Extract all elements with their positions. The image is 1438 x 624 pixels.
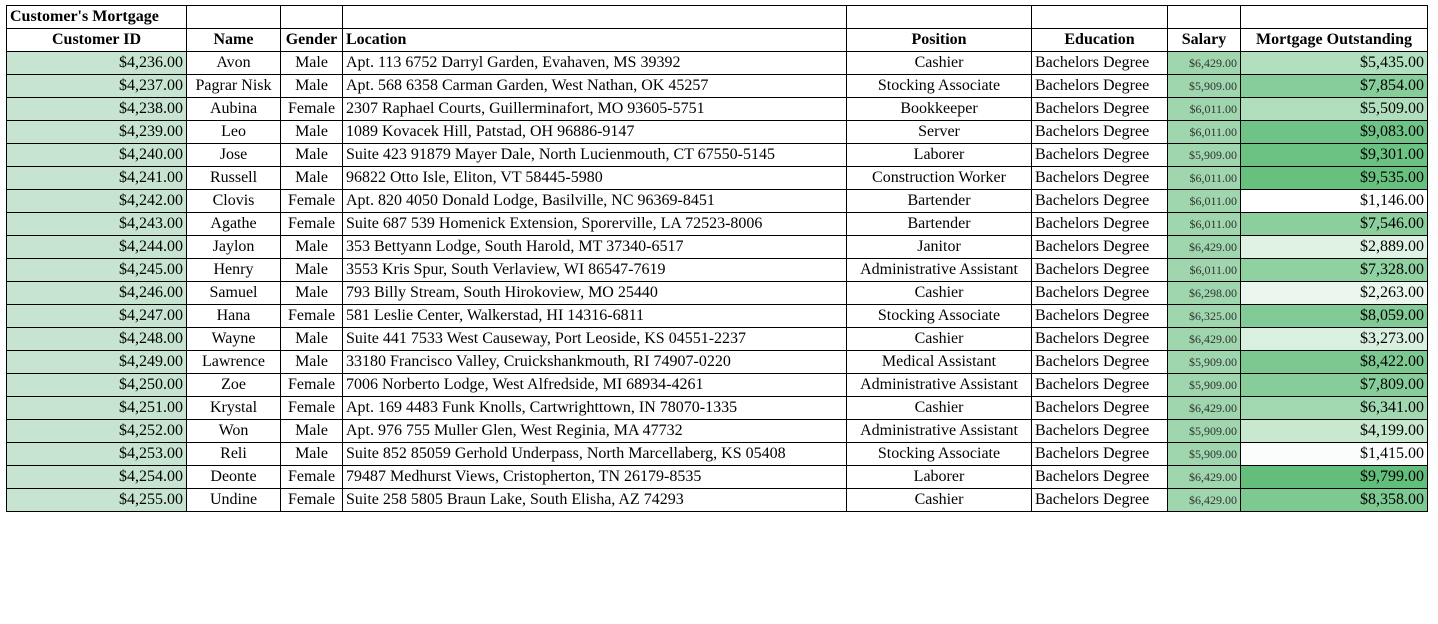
- location-cell[interactable]: Apt. 568 6358 Carman Garden, West Nathan, OK 45257: [343, 75, 847, 98]
- name-cell[interactable]: Henry: [187, 259, 281, 282]
- education-cell[interactable]: Bachelors Degree: [1032, 144, 1168, 167]
- name-cell[interactable]: Samuel: [187, 282, 281, 305]
- mortgage-cell[interactable]: $7,809.00: [1241, 374, 1428, 397]
- customer-id-cell[interactable]: $4,239.00: [7, 121, 187, 144]
- position-cell[interactable]: Bookkeeper: [847, 98, 1032, 121]
- name-cell[interactable]: Wayne: [187, 328, 281, 351]
- table-row: [7, 443, 1428, 466]
- salary-cell[interactable]: $6,325.00: [1168, 305, 1241, 328]
- name-cell[interactable]: Leo: [187, 121, 281, 144]
- position-cell[interactable]: Administrative Assistant: [847, 259, 1032, 282]
- table-row: [7, 98, 1428, 121]
- location-cell[interactable]: Apt. 169 4483 Funk Knolls, Cartwrighttown, IN 78070-1335: [343, 397, 847, 420]
- position-cell[interactable]: Stocking Associate: [847, 443, 1032, 466]
- education-cell[interactable]: Bachelors Degree: [1032, 52, 1168, 75]
- salary-cell[interactable]: $6,011.00: [1168, 98, 1241, 121]
- gender-cell[interactable]: Male: [281, 236, 343, 259]
- location-cell[interactable]: 96822 Otto Isle, Eliton, VT 58445-5980: [343, 167, 847, 190]
- mortgage-cell[interactable]: $5,509.00: [1241, 98, 1428, 121]
- customer-id-cell[interactable]: $4,245.00: [7, 259, 187, 282]
- gender-cell[interactable]: Female: [281, 397, 343, 420]
- position-cell[interactable]: Bartender: [847, 213, 1032, 236]
- customer-id-cell[interactable]: $4,237.00: [7, 75, 187, 98]
- empty-cell[interactable]: [343, 6, 847, 29]
- gender-cell[interactable]: Female: [281, 213, 343, 236]
- table-row: [7, 259, 1428, 282]
- mortgage-table: [6, 5, 1428, 512]
- customer-id-cell[interactable]: $4,254.00: [7, 466, 187, 489]
- gender-cell[interactable]: Female: [281, 466, 343, 489]
- location-cell[interactable]: 3553 Kris Spur, South Verlaview, WI 86547-7619: [343, 259, 847, 282]
- position-cell[interactable]: Stocking Associate: [847, 305, 1032, 328]
- table-row: [7, 236, 1428, 259]
- table-row: [7, 144, 1428, 167]
- customer-id-cell[interactable]: $4,253.00: [7, 443, 187, 466]
- header-location[interactable]: Location: [343, 29, 847, 52]
- education-cell[interactable]: Bachelors Degree: [1032, 167, 1168, 190]
- gender-cell[interactable]: Male: [281, 144, 343, 167]
- table-row: [7, 351, 1428, 374]
- mortgage-cell[interactable]: $2,263.00: [1241, 282, 1428, 305]
- customer-id-cell[interactable]: $4,241.00: [7, 167, 187, 190]
- header-row: [7, 29, 1428, 52]
- education-cell[interactable]: Bachelors Degree: [1032, 98, 1168, 121]
- salary-cell[interactable]: $6,429.00: [1168, 466, 1241, 489]
- empty-cell[interactable]: [1168, 6, 1241, 29]
- gender-cell[interactable]: Male: [281, 52, 343, 75]
- table-row: [7, 121, 1428, 144]
- header-position[interactable]: Position: [847, 29, 1032, 52]
- customer-id-cell[interactable]: $4,242.00: [7, 190, 187, 213]
- name-cell[interactable]: Clovis: [187, 190, 281, 213]
- table-row: [7, 213, 1428, 236]
- mortgage-cell[interactable]: $8,059.00: [1241, 305, 1428, 328]
- position-cell[interactable]: Cashier: [847, 282, 1032, 305]
- mortgage-cell[interactable]: $6,341.00: [1241, 397, 1428, 420]
- position-cell[interactable]: Cashier: [847, 52, 1032, 75]
- table-row: [7, 282, 1428, 305]
- salary-cell[interactable]: $6,011.00: [1168, 121, 1241, 144]
- position-cell[interactable]: Janitor: [847, 236, 1032, 259]
- table-row: [7, 305, 1428, 328]
- salary-cell[interactable]: $5,909.00: [1168, 443, 1241, 466]
- mortgage-cell[interactable]: $5,435.00: [1241, 52, 1428, 75]
- location-cell[interactable]: 353 Bettyann Lodge, South Harold, MT 37340-6517: [343, 236, 847, 259]
- salary-cell[interactable]: $6,011.00: [1168, 259, 1241, 282]
- education-cell[interactable]: Bachelors Degree: [1032, 466, 1168, 489]
- mortgage-cell[interactable]: $9,083.00: [1241, 121, 1428, 144]
- position-cell[interactable]: Server: [847, 121, 1032, 144]
- salary-cell[interactable]: $5,909.00: [1168, 420, 1241, 443]
- customer-id-cell[interactable]: $4,246.00: [7, 282, 187, 305]
- gender-cell[interactable]: Female: [281, 305, 343, 328]
- salary-cell[interactable]: $5,909.00: [1168, 351, 1241, 374]
- customer-id-cell[interactable]: $4,238.00: [7, 98, 187, 121]
- location-cell[interactable]: 7006 Norberto Lodge, West Alfredside, MI 68934-4261: [343, 374, 847, 397]
- customer-id-cell[interactable]: $4,243.00: [7, 213, 187, 236]
- position-cell[interactable]: Stocking Associate: [847, 75, 1032, 98]
- gender-cell[interactable]: Male: [281, 328, 343, 351]
- header-name[interactable]: Name: [187, 29, 281, 52]
- table-row: [7, 328, 1428, 351]
- table-row: [7, 75, 1428, 98]
- name-cell[interactable]: Hana: [187, 305, 281, 328]
- salary-cell[interactable]: $6,011.00: [1168, 167, 1241, 190]
- customer-id-cell[interactable]: $4,236.00: [7, 52, 187, 75]
- salary-cell[interactable]: $6,429.00: [1168, 52, 1241, 75]
- position-cell[interactable]: Administrative Assistant: [847, 420, 1032, 443]
- position-cell[interactable]: Laborer: [847, 466, 1032, 489]
- salary-cell[interactable]: $5,909.00: [1168, 75, 1241, 98]
- location-cell[interactable]: Apt. 820 4050 Donald Lodge, Basilville, NC 96369-8451: [343, 190, 847, 213]
- sheet-title[interactable]: Customer's Mortgage: [7, 6, 187, 29]
- mortgage-cell[interactable]: $7,546.00: [1241, 213, 1428, 236]
- position-cell[interactable]: Bartender: [847, 190, 1032, 213]
- education-cell[interactable]: Bachelors Degree: [1032, 190, 1168, 213]
- location-cell[interactable]: Suite 852 85059 Gerhold Underpass, North Marcellaberg, KS 05408: [343, 443, 847, 466]
- empty-cell[interactable]: [1032, 6, 1168, 29]
- table-row: [7, 167, 1428, 190]
- table-row: [7, 489, 1428, 512]
- gender-cell[interactable]: Male: [281, 167, 343, 190]
- name-cell[interactable]: Undine: [187, 489, 281, 512]
- mortgage-cell[interactable]: $1,415.00: [1241, 443, 1428, 466]
- gender-cell[interactable]: Male: [281, 259, 343, 282]
- gender-cell[interactable]: Male: [281, 282, 343, 305]
- name-cell[interactable]: Russell: [187, 167, 281, 190]
- salary-cell[interactable]: $6,429.00: [1168, 328, 1241, 351]
- education-cell[interactable]: Bachelors Degree: [1032, 236, 1168, 259]
- header-mortgage[interactable]: Mortgage Outstanding: [1241, 29, 1428, 52]
- location-cell[interactable]: Suite 441 7533 West Causeway, Port Leoside, KS 04551-2237: [343, 328, 847, 351]
- name-cell[interactable]: Jaylon: [187, 236, 281, 259]
- empty-cell[interactable]: [281, 6, 343, 29]
- education-cell[interactable]: Bachelors Degree: [1032, 397, 1168, 420]
- location-cell[interactable]: Suite 687 539 Homenick Extension, Sporerville, LA 72523-8006: [343, 213, 847, 236]
- empty-cell[interactable]: [187, 6, 281, 29]
- name-cell[interactable]: Lawrence: [187, 351, 281, 374]
- empty-cell[interactable]: [1241, 6, 1428, 29]
- table-row: [7, 466, 1428, 489]
- name-cell[interactable]: Reli: [187, 443, 281, 466]
- customer-id-cell[interactable]: $4,248.00: [7, 328, 187, 351]
- mortgage-cell[interactable]: $1,146.00: [1241, 190, 1428, 213]
- header-education[interactable]: Education: [1032, 29, 1168, 52]
- name-cell[interactable]: Won: [187, 420, 281, 443]
- education-cell[interactable]: Bachelors Degree: [1032, 351, 1168, 374]
- table-row: [7, 397, 1428, 420]
- mortgage-cell[interactable]: $2,889.00: [1241, 236, 1428, 259]
- position-cell[interactable]: Laborer: [847, 144, 1032, 167]
- name-cell[interactable]: Aubina: [187, 98, 281, 121]
- customer-id-cell[interactable]: $4,251.00: [7, 397, 187, 420]
- education-cell[interactable]: Bachelors Degree: [1032, 305, 1168, 328]
- mortgage-cell[interactable]: $7,854.00: [1241, 75, 1428, 98]
- gender-cell[interactable]: Female: [281, 98, 343, 121]
- position-cell[interactable]: Cashier: [847, 328, 1032, 351]
- salary-cell[interactable]: $5,909.00: [1168, 144, 1241, 167]
- location-cell[interactable]: 1089 Kovacek Hill, Patstad, OH 96886-9147: [343, 121, 847, 144]
- mortgage-cell[interactable]: $3,273.00: [1241, 328, 1428, 351]
- location-cell[interactable]: Suite 423 91879 Mayer Dale, North Lucienmouth, CT 67550-5145: [343, 144, 847, 167]
- gender-cell[interactable]: Female: [281, 190, 343, 213]
- header-customer-id[interactable]: Customer ID: [7, 29, 187, 52]
- education-cell[interactable]: Bachelors Degree: [1032, 121, 1168, 144]
- mortgage-cell[interactable]: $4,199.00: [1241, 420, 1428, 443]
- name-cell[interactable]: Pagrar Nisk: [187, 75, 281, 98]
- gender-cell[interactable]: Female: [281, 374, 343, 397]
- position-cell[interactable]: Cashier: [847, 397, 1032, 420]
- location-cell[interactable]: Suite 258 5805 Braun Lake, South Elisha, AZ 74293: [343, 489, 847, 512]
- salary-cell[interactable]: $6,429.00: [1168, 397, 1241, 420]
- location-cell[interactable]: 2307 Raphael Courts, Guillerminafort, MO 93605-5751: [343, 98, 847, 121]
- education-cell[interactable]: Bachelors Degree: [1032, 328, 1168, 351]
- education-cell[interactable]: Bachelors Degree: [1032, 374, 1168, 397]
- mortgage-cell[interactable]: $9,799.00: [1241, 466, 1428, 489]
- table-row: [7, 420, 1428, 443]
- mortgage-cell[interactable]: $8,422.00: [1241, 351, 1428, 374]
- name-cell[interactable]: Zoe: [187, 374, 281, 397]
- position-cell[interactable]: Medical Assistant: [847, 351, 1032, 374]
- customer-id-cell[interactable]: $4,250.00: [7, 374, 187, 397]
- education-cell[interactable]: Bachelors Degree: [1032, 213, 1168, 236]
- education-cell[interactable]: Bachelors Degree: [1032, 443, 1168, 466]
- empty-cell[interactable]: [847, 6, 1032, 29]
- salary-cell[interactable]: $6,011.00: [1168, 190, 1241, 213]
- gender-cell[interactable]: Male: [281, 75, 343, 98]
- position-cell[interactable]: Administrative Assistant: [847, 374, 1032, 397]
- location-cell[interactable]: Apt. 976 755 Muller Glen, West Reginia, MA 47732: [343, 420, 847, 443]
- location-cell[interactable]: 79487 Medhurst Views, Cristopherton, TN 26179-8535: [343, 466, 847, 489]
- title-row: [7, 6, 1428, 29]
- gender-cell[interactable]: Male: [281, 420, 343, 443]
- mortgage-cell[interactable]: $7,328.00: [1241, 259, 1428, 282]
- name-cell[interactable]: Jose: [187, 144, 281, 167]
- customer-id-cell[interactable]: $4,249.00: [7, 351, 187, 374]
- table-row: [7, 374, 1428, 397]
- position-cell[interactable]: Cashier: [847, 489, 1032, 512]
- customer-id-cell[interactable]: $4,255.00: [7, 489, 187, 512]
- education-cell[interactable]: Bachelors Degree: [1032, 420, 1168, 443]
- header-gender[interactable]: Gender: [281, 29, 343, 52]
- location-cell[interactable]: Apt. 113 6752 Darryl Garden, Evahaven, MS 39392: [343, 52, 847, 75]
- salary-cell[interactable]: $6,429.00: [1168, 489, 1241, 512]
- gender-cell[interactable]: Male: [281, 443, 343, 466]
- mortgage-cell[interactable]: $9,535.00: [1241, 167, 1428, 190]
- education-cell[interactable]: Bachelors Degree: [1032, 75, 1168, 98]
- gender-cell[interactable]: Male: [281, 121, 343, 144]
- customer-id-cell[interactable]: $4,252.00: [7, 420, 187, 443]
- salary-cell[interactable]: $5,909.00: [1168, 374, 1241, 397]
- salary-cell[interactable]: $6,429.00: [1168, 236, 1241, 259]
- table-body: [7, 52, 1428, 512]
- salary-cell[interactable]: $6,011.00: [1168, 213, 1241, 236]
- education-cell[interactable]: Bachelors Degree: [1032, 259, 1168, 282]
- name-cell[interactable]: Agathe: [187, 213, 281, 236]
- position-cell[interactable]: Construction Worker: [847, 167, 1032, 190]
- table-row: [7, 190, 1428, 213]
- name-cell[interactable]: Krystal: [187, 397, 281, 420]
- name-cell[interactable]: Avon: [187, 52, 281, 75]
- customer-id-cell[interactable]: $4,247.00: [7, 305, 187, 328]
- gender-cell[interactable]: Female: [281, 489, 343, 512]
- gender-cell[interactable]: Male: [281, 351, 343, 374]
- customer-id-cell[interactable]: $4,244.00: [7, 236, 187, 259]
- location-cell[interactable]: 33180 Francisco Valley, Cruickshankmouth, RI 74907-0220: [343, 351, 847, 374]
- location-cell[interactable]: 581 Leslie Center, Walkerstad, HI 14316-6811: [343, 305, 847, 328]
- education-cell[interactable]: Bachelors Degree: [1032, 489, 1168, 512]
- location-cell[interactable]: 793 Billy Stream, South Hirokoview, MO 25440: [343, 282, 847, 305]
- header-salary[interactable]: Salary: [1168, 29, 1241, 52]
- customer-id-cell[interactable]: $4,240.00: [7, 144, 187, 167]
- salary-cell[interactable]: $6,298.00: [1168, 282, 1241, 305]
- education-cell[interactable]: Bachelors Degree: [1032, 282, 1168, 305]
- mortgage-cell[interactable]: $9,301.00: [1241, 144, 1428, 167]
- name-cell[interactable]: Deonte: [187, 466, 281, 489]
- mortgage-cell[interactable]: $8,358.00: [1241, 489, 1428, 512]
- table-row: [7, 52, 1428, 75]
